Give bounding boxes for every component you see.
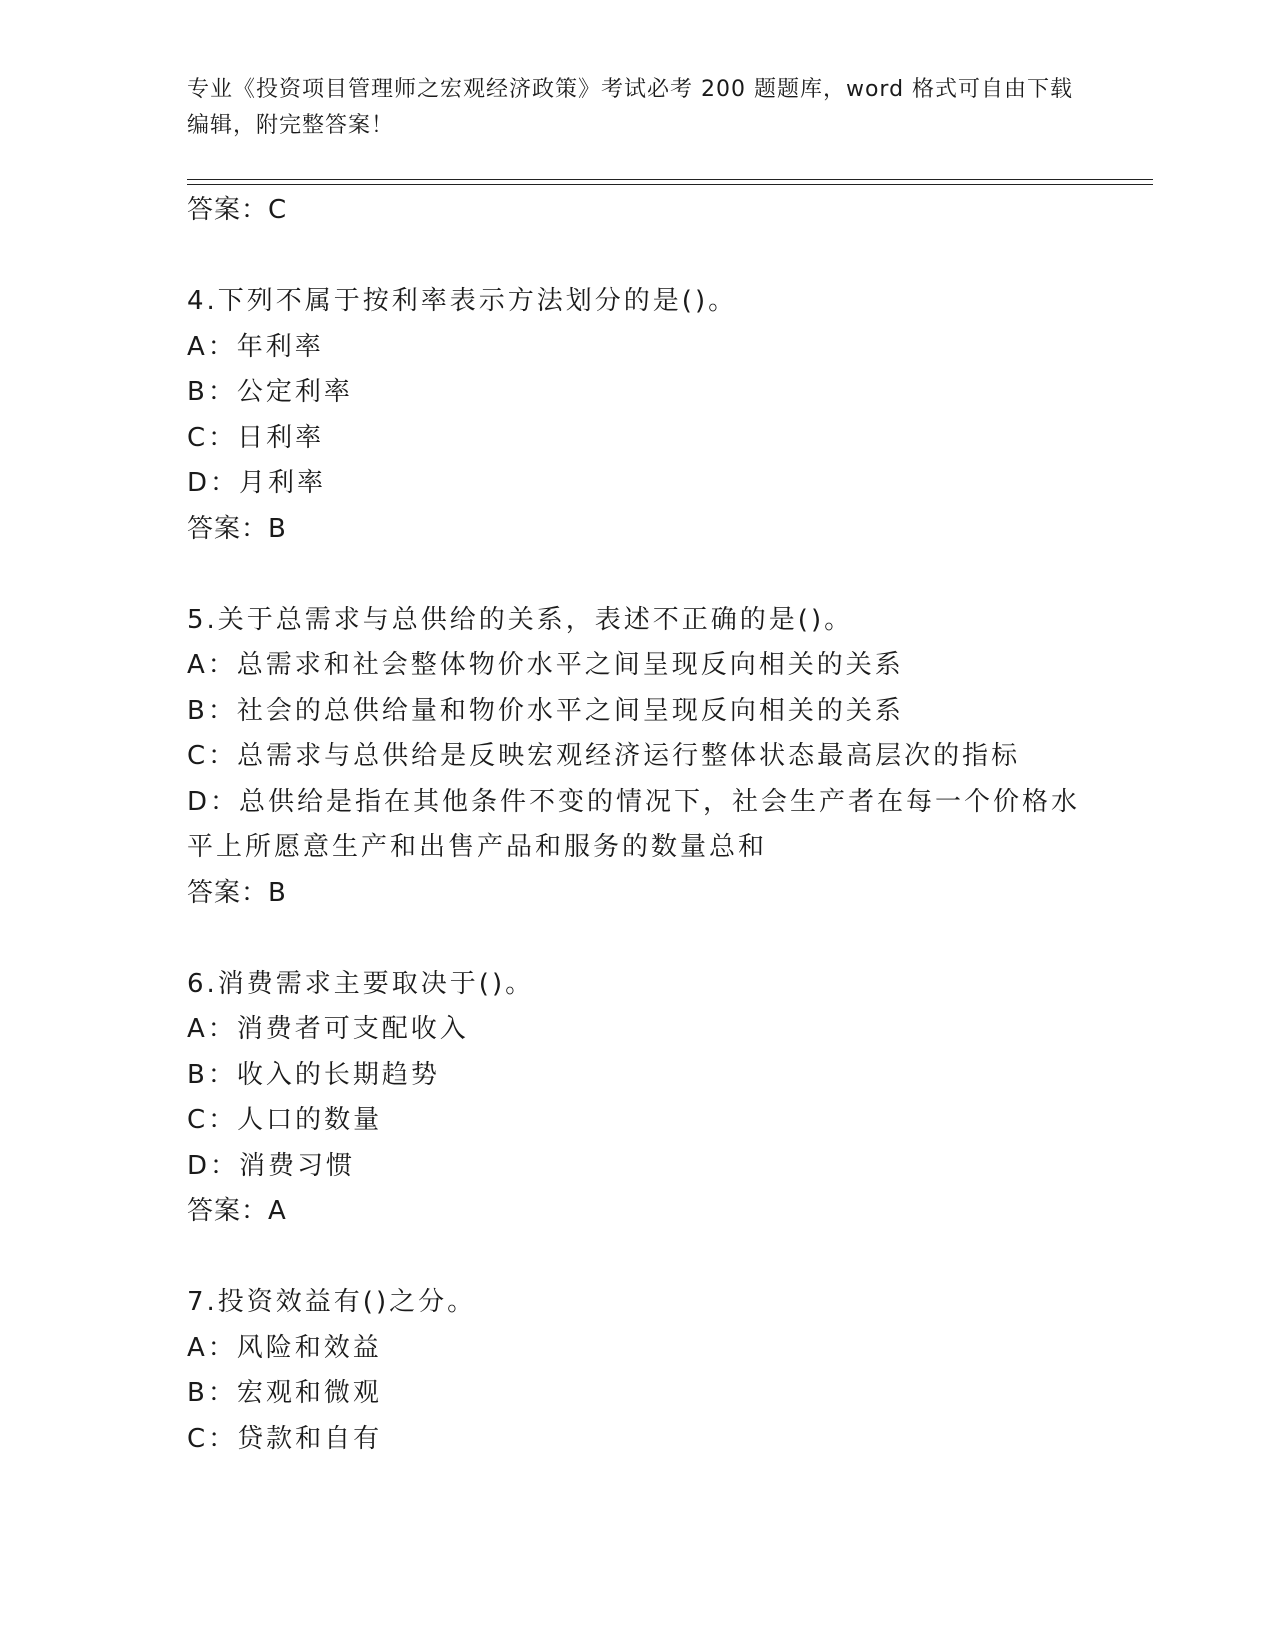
answer-line: 答案：B bbox=[187, 877, 287, 908]
option-a: A：总需求和社会整体物价水平之间呈现反向相关的关系 bbox=[187, 650, 904, 680]
option-a: A：消费者可支配收入 bbox=[187, 1014, 469, 1044]
answer-line: 答案：A bbox=[187, 1196, 287, 1226]
question-list bbox=[187, 188, 1087, 1462]
option-c: C：人口的数量 bbox=[187, 1105, 383, 1135]
option-d: D：总供给是指在其他条件不变的情况下，社会生产者在每一个价格水平上所愿意生产和出售产品和服务的数量总和 bbox=[187, 786, 1081, 862]
option-b: B：社会的总供给量和物价水平之间呈现反向相关的关系 bbox=[187, 695, 904, 726]
option-b: B：宏观和微观 bbox=[187, 1378, 382, 1408]
spacer bbox=[187, 234, 1087, 280]
question-block bbox=[187, 598, 1087, 917]
option-d: D：月利率 bbox=[187, 468, 327, 498]
option-c: C：贷款和自有 bbox=[187, 1423, 383, 1454]
header-title: 专业《投资项目管理师之宏观经济政策》考试必考 200 题题库，word 格式可自由下载编辑，附完整答案！ bbox=[187, 77, 1074, 138]
spacer bbox=[187, 552, 1087, 598]
spacer bbox=[187, 916, 1087, 962]
question-stem: 6.消费需求主要取决于()。 bbox=[187, 968, 535, 999]
header-rule-top bbox=[187, 179, 1153, 180]
answer-line: 答案：B bbox=[187, 513, 287, 544]
answer-line: 答案：C bbox=[187, 195, 288, 225]
spacer bbox=[187, 1235, 1087, 1281]
option-a: A：风险和效益 bbox=[187, 1332, 382, 1363]
question-block bbox=[187, 279, 1087, 552]
question-stem: 7.投资效益有()之分。 bbox=[187, 1287, 477, 1317]
option-a: A：年利率 bbox=[187, 331, 324, 362]
option-b: B：公定利率 bbox=[187, 377, 353, 407]
question-block bbox=[187, 1280, 1087, 1462]
option-b: B：收入的长期趋势 bbox=[187, 1059, 440, 1090]
option-d: D：消费习惯 bbox=[187, 1150, 356, 1181]
question-stem: 4.下列不属于按利率表示方法划分的是()。 bbox=[187, 286, 738, 316]
document-header bbox=[187, 72, 1087, 144]
question-block bbox=[187, 962, 1087, 1235]
option-c: C：日利率 bbox=[187, 422, 325, 453]
option-c: C：总需求与总供给是反映宏观经济运行整体状态最高层次的指标 bbox=[187, 741, 1021, 771]
header-rule-bottom bbox=[187, 184, 1153, 185]
question-stem: 5.关于总需求与总供给的关系，表述不正确的是()。 bbox=[187, 604, 854, 635]
